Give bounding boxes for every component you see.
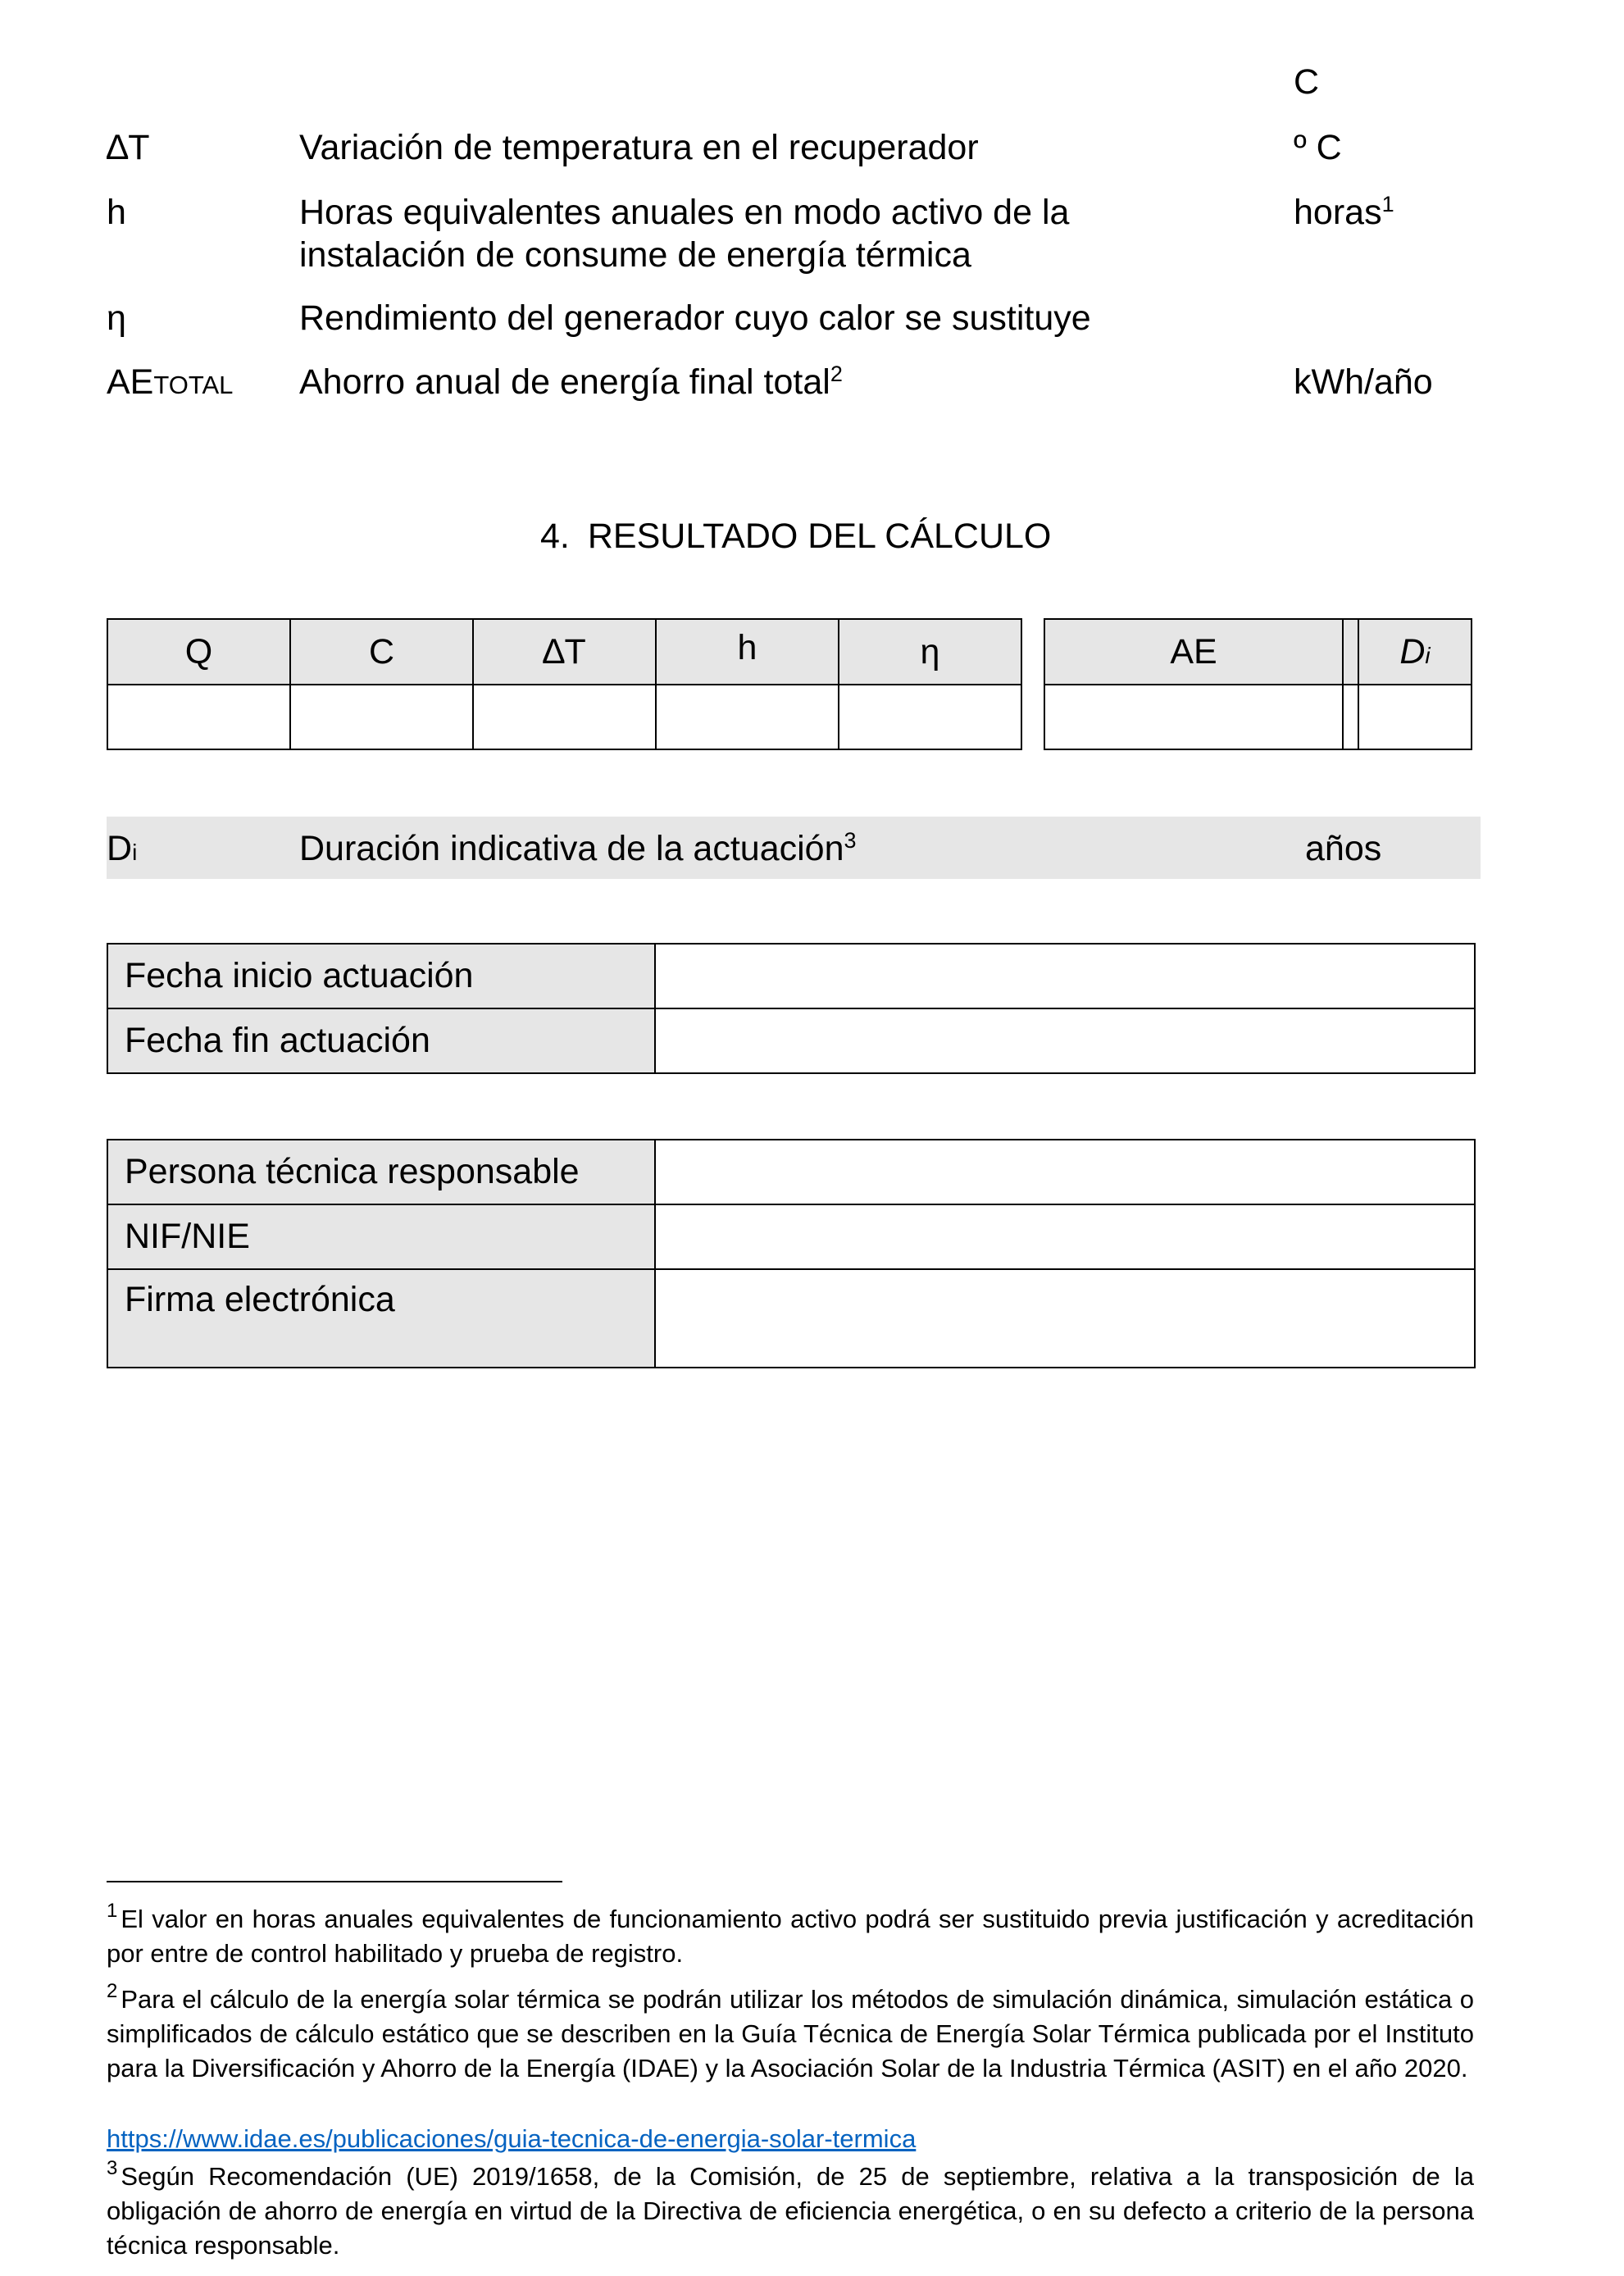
symbol-ae-total [107, 361, 233, 407]
header-di-sub: i [1425, 642, 1431, 668]
footnote-1-number: 1 [107, 1900, 118, 1922]
value-di[interactable] [1358, 685, 1472, 749]
value-eta[interactable] [839, 685, 1021, 749]
footnote-ref-1[interactable]: 1 [1381, 192, 1394, 216]
unit-delta-t: º C [1294, 128, 1342, 167]
description-eta: Rendimiento del generador cuyo calor se sustituye [299, 298, 1091, 338]
footnote-1 [107, 1902, 1474, 1971]
footnote-2-number: 2 [107, 1980, 118, 2002]
value-delta-t[interactable] [473, 685, 656, 749]
footnote-2-link[interactable]: https://www.idae.es/publicaciones/guia-tecnica-de-energia-solar-termica [107, 2124, 917, 2153]
field-signature[interactable] [655, 1269, 1475, 1368]
field-nif-nie[interactable] [655, 1204, 1475, 1269]
unit-ae-total: kWh/año [1294, 362, 1433, 402]
dates-table [107, 943, 1476, 1074]
field-start-date[interactable] [655, 944, 1475, 1008]
description-h: Horas equivalentes anuales en modo activo de la instalación de consume de energía térmica [299, 193, 1070, 275]
label-end-date: Fecha fin actuación [107, 1008, 655, 1073]
footnote-2-link-line [107, 2122, 1474, 2156]
footnote-ref-2[interactable]: 2 [830, 362, 843, 386]
field-end-date[interactable] [655, 1008, 1475, 1073]
footnote-ref-3[interactable]: 3 [844, 828, 857, 853]
unit-h-text: horas [1294, 193, 1382, 232]
footnote-3-number: 3 [107, 2157, 118, 2179]
footnote-separator [107, 1881, 562, 1882]
section-number: 4. [540, 517, 570, 556]
value-ae[interactable] [1044, 685, 1343, 749]
label-signature: Firma electrónica [107, 1269, 655, 1368]
result-table-main [107, 618, 1022, 750]
result-table-di [1358, 618, 1472, 750]
result-table-ae [1044, 618, 1362, 750]
description-delta-t: Variación de temperatura en el recuperador [299, 128, 979, 167]
duration-symbol-main: D [107, 829, 133, 868]
header-eta: η [839, 619, 1021, 685]
description-ae-total [299, 361, 1250, 403]
duration-symbol-sub: i [132, 840, 138, 865]
unit-continuation: C [1294, 62, 1320, 102]
header-di-main: D [1399, 631, 1426, 671]
footnote-2 [107, 1982, 1474, 2086]
symbol-ae-total-sub: TOTAL [153, 371, 234, 399]
footnote-3 [107, 2157, 1474, 2263]
label-technician: Persona técnica responsable [107, 1140, 655, 1204]
footnote-3-text: Según Recomendación (UE) 2019/1658, de la Comisión, de 25 de septiembre, relativa a la transposición de la obligación de ahorro de energía en virtud de la Directiva de eficiencia energética, o en su defecto a criterio de la persona técnica responsable. [107, 2162, 1474, 2260]
section-title: RESULTADO DEL CÁLCULO [587, 517, 1052, 556]
header-c: C [290, 619, 473, 685]
duration-description [299, 827, 1250, 870]
header-h: h [656, 619, 839, 685]
section-heading [540, 515, 1051, 558]
unit-h [1294, 191, 1394, 234]
symbol-ae-total-main: AE [107, 362, 154, 402]
label-start-date: Fecha inicio actuación [107, 944, 655, 1008]
description-ae-total-text: Ahorro anual de energía final total [299, 362, 830, 402]
header-q: Q [107, 619, 290, 685]
header-delta-t: ∆T [473, 619, 656, 685]
value-c[interactable] [290, 685, 473, 749]
technician-table [107, 1139, 1476, 1368]
symbol-eta: η [107, 298, 126, 338]
header-di [1358, 619, 1472, 685]
value-h[interactable] [656, 685, 839, 749]
footnote-1-text: El valor en horas anuales equivalentes de funcionamiento activo podrá ser sustituido previa justificación y acreditación por entre de control habilitado y prueba de registro. [107, 1905, 1474, 1968]
duration-unit: años [1305, 829, 1382, 868]
duration-symbol [107, 827, 137, 874]
duration-description-text: Duración indicativa de la actuación [299, 829, 844, 868]
label-nif-nie: NIF/NIE [107, 1204, 655, 1269]
symbol-delta-t: ∆T [107, 128, 150, 167]
header-ae: AE [1044, 619, 1343, 685]
footnote-2-text: Para el cálculo de la energía solar térmica se podrán utilizar los métodos de simulación dinámica, simulación estática o simplificados de cálculo estático que se describen en la Guía Técnica de Energía Solar Térmica publicada por el Instituto para la Diversificación y Ahorro de la Energía (IDAE) y la Asociación Solar de la Industria Térmica (ASIT) en el año 2020. [107, 1985, 1474, 2083]
value-q[interactable] [107, 685, 290, 749]
symbol-h: h [107, 193, 126, 232]
field-technician[interactable] [655, 1140, 1475, 1204]
